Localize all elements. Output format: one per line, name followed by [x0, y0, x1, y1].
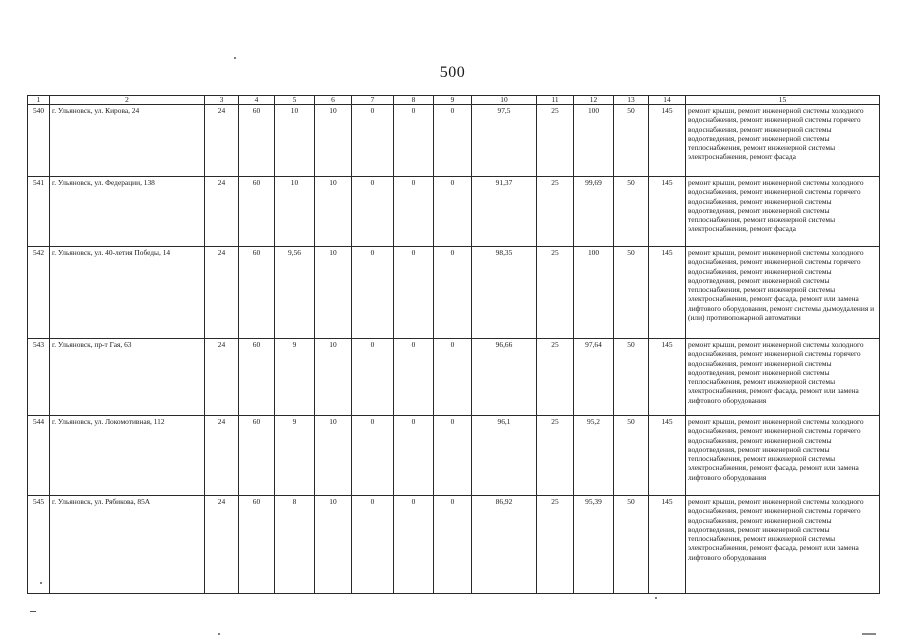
works-cell: ремонт крыши, ремонт инженерной системы холодного водоснабжения, ремонт инженерной системы горячего водоснабжения, ремонт инженерной системы водоотведения, ремонт инженерной системы теплоснабжения, ремонт инженерной системы электроснабжения, ремонт фасада: [686, 105, 880, 177]
value-cell: 60: [239, 339, 275, 416]
value-cell: 98,35: [472, 247, 537, 339]
value-cell: 24: [205, 177, 239, 247]
column-header: 3: [205, 96, 239, 105]
value-cell: 0: [352, 105, 394, 177]
value-cell: 97,64: [574, 339, 614, 416]
value-cell: 145: [649, 177, 686, 247]
row-id: 541: [28, 177, 50, 247]
value-cell: 145: [649, 247, 686, 339]
value-cell: 10: [315, 105, 352, 177]
value-cell: 96,66: [472, 339, 537, 416]
column-header: 1: [28, 96, 50, 105]
column-header: 15: [686, 96, 880, 105]
value-cell: 60: [239, 416, 275, 496]
value-cell: 60: [239, 177, 275, 247]
works-cell: ремонт крыши, ремонт инженерной системы холодного водоснабжения, ремонт инженерной системы горячего водоснабжения, ремонт инженерной системы водоотведения, ремонт инженерной системы теплоснабжения, ремонт инженерной системы электроснабжения, ремонт фасада, ремонт или замена лифтового оборудования: [686, 496, 880, 594]
value-cell: 0: [352, 339, 394, 416]
address-cell: г. Ульяновск, ул. Рябикова, 85А: [50, 496, 205, 594]
value-cell: 10: [315, 177, 352, 247]
value-cell: 25: [537, 339, 574, 416]
value-cell: 24: [205, 105, 239, 177]
value-cell: 0: [434, 416, 472, 496]
value-cell: 86,92: [472, 496, 537, 594]
value-cell: 50: [614, 339, 649, 416]
value-cell: 10: [315, 416, 352, 496]
value-cell: 97,5: [472, 105, 537, 177]
address-cell: г. Ульяновск, ул. Кирова, 24: [50, 105, 205, 177]
column-header: 9: [434, 96, 472, 105]
column-header: 12: [574, 96, 614, 105]
column-header: 10: [472, 96, 537, 105]
value-cell: 0: [394, 496, 434, 594]
value-cell: 100: [574, 105, 614, 177]
column-header: 6: [315, 96, 352, 105]
works-cell: ремонт крыши, ремонт инженерной системы холодного водоснабжения, ремонт инженерной системы горячего водоснабжения, ремонт инженерной системы водоотведения, ремонт инженерной системы теплоснабжения, ремонт инженерной системы электроснабжения, ремонт фасада: [686, 177, 880, 247]
value-cell: 50: [614, 177, 649, 247]
value-cell: 0: [434, 496, 472, 594]
column-header: 7: [352, 96, 394, 105]
value-cell: 10: [315, 247, 352, 339]
value-cell: 0: [394, 416, 434, 496]
value-cell: 145: [649, 339, 686, 416]
column-header: 2: [50, 96, 205, 105]
value-cell: 91,37: [472, 177, 537, 247]
value-cell: 24: [205, 416, 239, 496]
value-cell: 0: [434, 177, 472, 247]
value-cell: 145: [649, 496, 686, 594]
column-header: 5: [275, 96, 315, 105]
value-cell: 0: [394, 247, 434, 339]
value-cell: 9,56: [275, 247, 315, 339]
row-id: 542: [28, 247, 50, 339]
scan-speck: [30, 611, 36, 612]
value-cell: 95,39: [574, 496, 614, 594]
value-cell: 10: [315, 496, 352, 594]
works-cell: ремонт крыши, ремонт инженерной системы холодного водоснабжения, ремонт инженерной системы горячего водоснабжения, ремонт инженерной системы водоотведения, ремонт инженерной системы теплоснабжения, ремонт инженерной системы электроснабжения, ремонт фасада, ремонт или замена лифтового оборудования: [686, 339, 880, 416]
table-row: [28, 177, 880, 247]
column-header: 11: [537, 96, 574, 105]
value-cell: 9: [275, 339, 315, 416]
table-row: [28, 496, 880, 594]
value-cell: 50: [614, 247, 649, 339]
row-id: 540: [28, 105, 50, 177]
column-header: 4: [239, 96, 275, 105]
value-cell: 0: [434, 105, 472, 177]
scan-speck: [40, 582, 42, 584]
table-row: [28, 416, 880, 496]
value-cell: 0: [352, 247, 394, 339]
value-cell: 25: [537, 496, 574, 594]
works-cell: ремонт крыши, ремонт инженерной системы холодного водоснабжения, ремонт инженерной системы горячего водоснабжения, ремонт инженерной системы водоотведения, ремонт инженерной системы теплоснабжения, ремонт инженерной системы электроснабжения, ремонт фасада, ремонт или замена лифтового оборудования: [686, 416, 880, 496]
value-cell: 60: [239, 105, 275, 177]
value-cell: 0: [434, 339, 472, 416]
value-cell: 50: [614, 416, 649, 496]
table-row: [28, 247, 880, 339]
table-row: [28, 339, 880, 416]
scan-speck: [218, 633, 220, 635]
value-cell: 145: [649, 105, 686, 177]
row-id: 545: [28, 496, 50, 594]
page-number: 500: [439, 64, 466, 81]
row-id: 544: [28, 416, 50, 496]
value-cell: 0: [394, 105, 434, 177]
value-cell: 145: [649, 416, 686, 496]
column-header: 14: [649, 96, 686, 105]
value-cell: 95,2: [574, 416, 614, 496]
value-cell: 99,69: [574, 177, 614, 247]
scan-speck: [862, 633, 876, 635]
table-row: [28, 105, 880, 177]
value-cell: 24: [205, 496, 239, 594]
value-cell: 25: [537, 416, 574, 496]
value-cell: 0: [352, 177, 394, 247]
value-cell: 96,1: [472, 416, 537, 496]
scan-speck: [655, 597, 657, 599]
value-cell: 25: [537, 177, 574, 247]
address-cell: г. Ульяновск, ул. Федерации, 138: [50, 177, 205, 247]
value-cell: 10: [275, 105, 315, 177]
value-cell: 50: [614, 496, 649, 594]
column-header: 13: [614, 96, 649, 105]
value-cell: 0: [434, 247, 472, 339]
works-cell: ремонт крыши, ремонт инженерной системы холодного водоснабжения, ремонт инженерной системы горячего водоснабжения, ремонт инженерной системы водоотведения, ремонт инженерной системы теплоснабжения, ремонт инженерной системы электроснабжения, ремонт фасада, ремонт или замена лифтового оборудования, ремонт системы дымоудаления и (или) противопожарной автоматики: [686, 247, 880, 339]
value-cell: 10: [315, 339, 352, 416]
column-header: 8: [394, 96, 434, 105]
value-cell: 0: [352, 496, 394, 594]
value-cell: 0: [394, 177, 434, 247]
value-cell: 8: [275, 496, 315, 594]
value-cell: 0: [394, 339, 434, 416]
address-cell: г. Ульяновск, ул. Локомотивная, 112: [50, 416, 205, 496]
value-cell: 60: [239, 496, 275, 594]
address-cell: г. Ульяновск, ул. 40-летия Победы, 14: [50, 247, 205, 339]
address-cell: г. Ульяновск, пр-т Гая, 63: [50, 339, 205, 416]
column-number-row: [28, 96, 880, 105]
value-cell: 50: [614, 105, 649, 177]
repair-program-table: [27, 95, 880, 594]
value-cell: 100: [574, 247, 614, 339]
value-cell: 25: [537, 247, 574, 339]
value-cell: 25: [537, 105, 574, 177]
value-cell: 9: [275, 416, 315, 496]
value-cell: 10: [275, 177, 315, 247]
value-cell: 60: [239, 247, 275, 339]
value-cell: 0: [352, 416, 394, 496]
value-cell: 24: [205, 339, 239, 416]
row-id: 543: [28, 339, 50, 416]
value-cell: 24: [205, 247, 239, 339]
scan-speck: [234, 57, 236, 59]
